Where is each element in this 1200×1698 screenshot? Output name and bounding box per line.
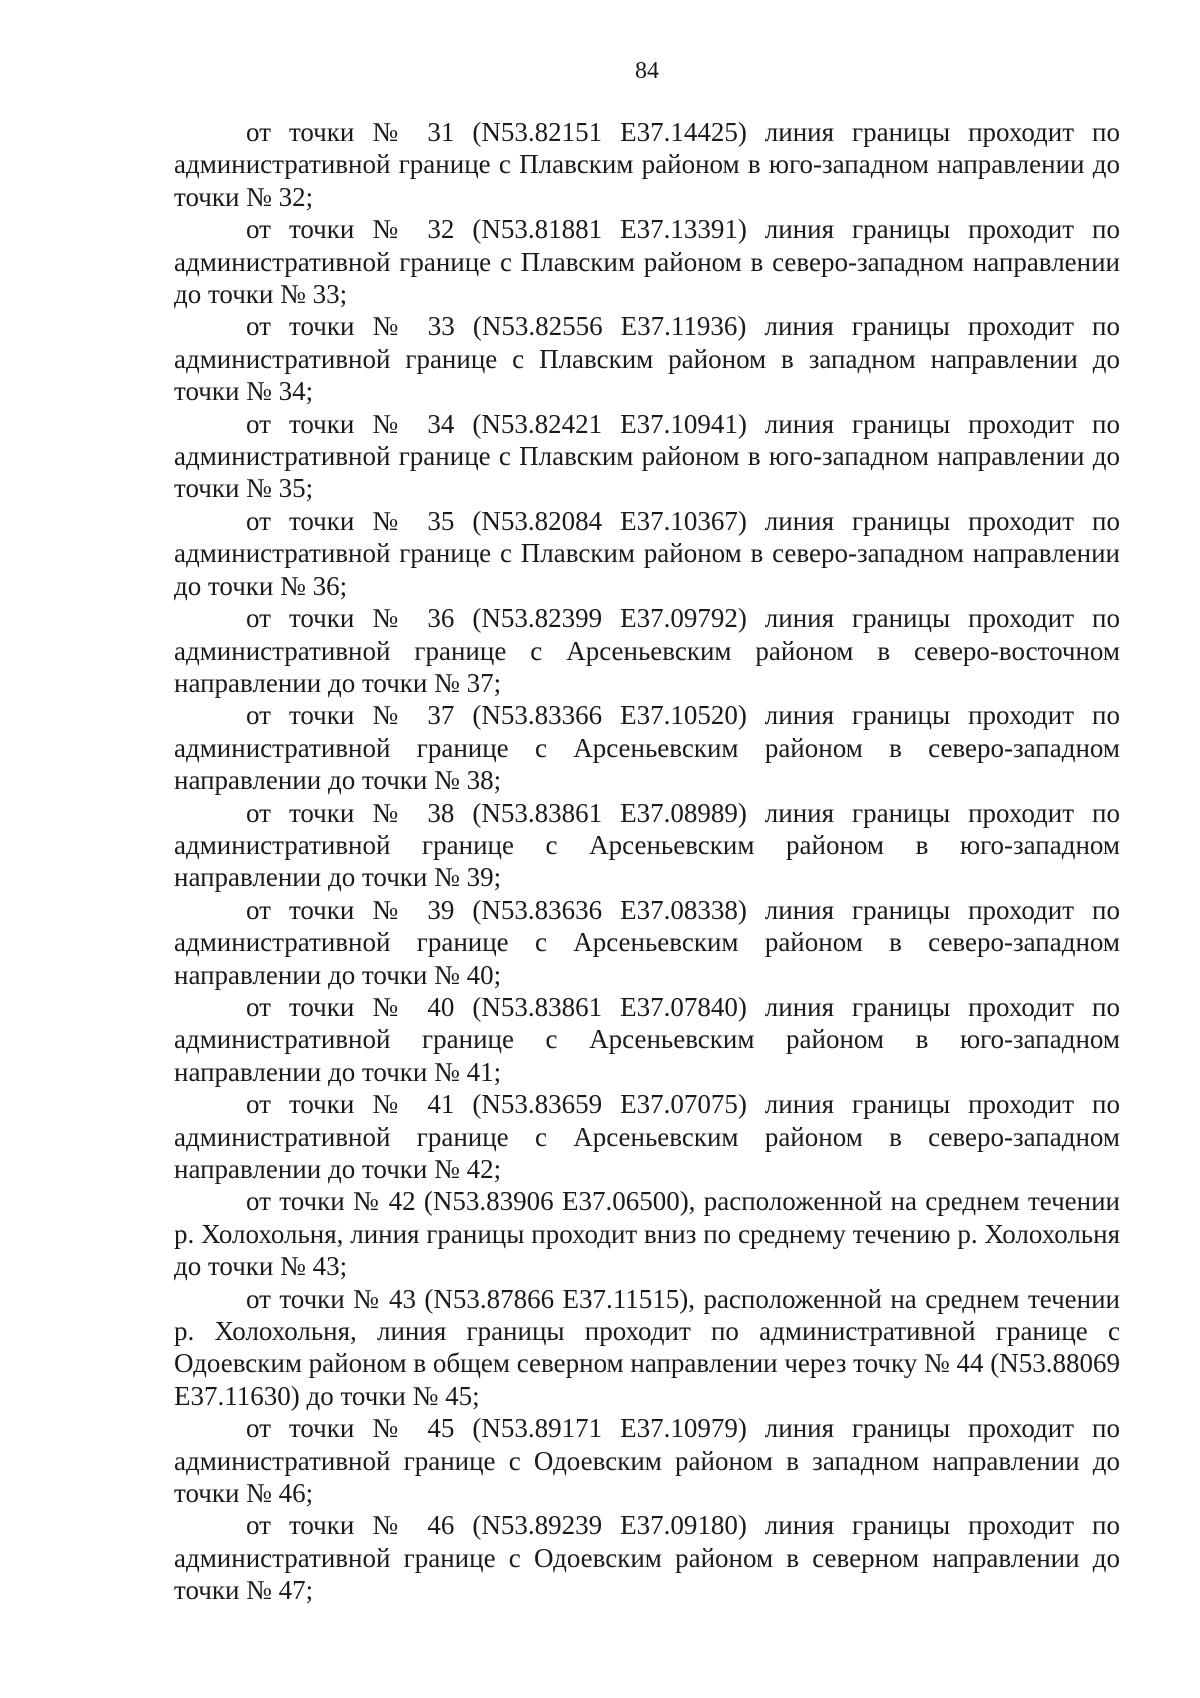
boundary-paragraph: от точки № 33 (N53.82556 E37.11936) линия границы проходит по административной границе с Плавским районом в западном направлении до точки № 34; — [174, 311, 1120, 407]
boundary-paragraph: от точки № 46 (N53.89239 E37.09180) линия границы проходит по административной границе с Одоевским районом в северном направлении до точки № 47; — [174, 1510, 1120, 1606]
boundary-description — [174, 116, 1120, 1607]
boundary-paragraph: от точки № 41 (N53.83659 E37.07075) линия границы проходит по административной границе с Арсеньевским районом в северо-западном направлении до точки № 42; — [174, 1089, 1120, 1184]
boundary-paragraph: от точки № 40 (N53.83861 E37.07840) линия границы проходит по административной границе с Арсеньевским районом в юго-западном направлении до точки № 41; — [174, 991, 1120, 1087]
boundary-paragraph: от точки № 36 (N53.82399 E37.09792) линия границы проходит по административной границе с Арсеньевским районом в северо-восточном направлении до точки № 37; — [174, 603, 1120, 698]
boundary-paragraph: от точки № 31 (N53.82151 E37.14425) линия границы проходит по административной границе с Плавским районом в юго-западном направлении до точки № 32; — [174, 117, 1120, 212]
boundary-paragraph: от точки № 43 (N53.87866 E37.11515), расположенной на среднем течении р. Холохольня, линия границы проходит по административной границе с Одоевским районом в общем северном направлении через точку № 44 (N53.88069 E37.11630) до точки № 45; — [174, 1283, 1120, 1411]
boundary-paragraph: от точки № 34 (N53.82421 E37.10941) линия границы проходит по административной границе с Плавским районом в юго-западном направлении до точки № 35; — [174, 408, 1120, 504]
boundary-paragraph: от точки № 37 (N53.83366 E37.10520) линия границы проходит по административной границе с Арсеньевским районом в северо-западном направлении до точки № 38; — [174, 700, 1120, 796]
boundary-paragraph: от точки № 35 (N53.82084 E37.10367) линия границы проходит по административной границе с Плавским районом в северо-западном направлении до точки № 36; — [174, 505, 1120, 601]
boundary-paragraph: от точки № 45 (N53.89171 E37.10979) линия границы проходит по административной границе с Одоевским районом в западном направлении до точки № 46; — [174, 1413, 1120, 1509]
boundary-paragraph: от точки № 38 (N53.83861 E37.08989) линия границы проходит по административной границе с Арсеньевским районом в юго-западном направлении до точки № 39; — [174, 797, 1120, 893]
page-number: 84 — [635, 58, 659, 84]
boundary-paragraph: от точки № 42 (N53.83906 E37.06500), расположенной на среднем течении р. Холохольня, линия границы проходит вниз по среднему течению р. Холохольня до точки № 43; — [174, 1186, 1120, 1282]
boundary-paragraph: от точки № 39 (N53.83636 E37.08338) линия границы проходит по административной границе с Арсеньевским районом в северо-западном направлении до точки № 40; — [174, 894, 1120, 990]
boundary-paragraph: от точки № 32 (N53.81881 E37.13391) линия границы проходит по административной границе с Плавским районом в северо-западном направлении до точки № 33; — [174, 214, 1120, 310]
